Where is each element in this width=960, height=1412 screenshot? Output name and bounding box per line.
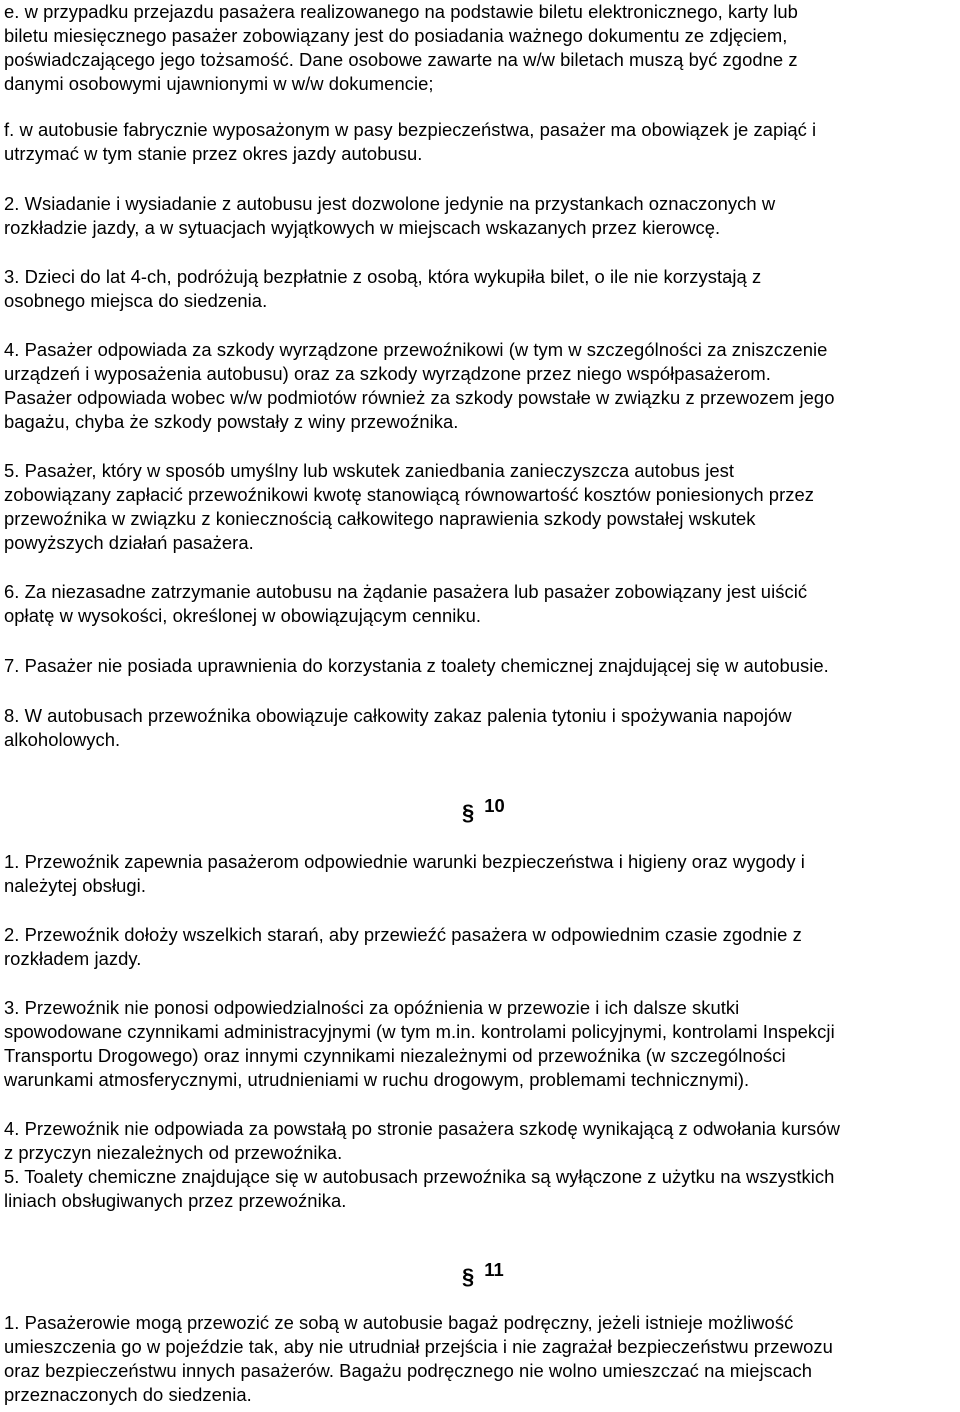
section10-paragraph-1 xyxy=(4,850,956,898)
section-heading-10 xyxy=(462,792,505,825)
paragraph-6 xyxy=(4,580,956,628)
paragraph-3 xyxy=(4,265,956,313)
text-line: e. w przypadku przejazdu pasażera realizowanego na podstawie biletu elektronicznego, karty lub xyxy=(4,1,798,22)
paragraph-4 xyxy=(4,338,956,434)
text-line: 2. Przewoźnik dołoży wszelkich starań, aby przewieźć pasażera w odpowiednim czasie zgodnie z xyxy=(4,924,802,945)
text-line: zobowiązany zapłacić przewoźnikowi kwotę stanowiącą równowartość kosztów poniesionych przez xyxy=(4,484,815,505)
text-line: 6. Za niezasadne zatrzymanie autobusu na żądanie pasażera lub pasażer zobowiązany jest uiścić xyxy=(4,581,808,602)
text-line: należytej obsługi. xyxy=(4,875,146,896)
text-line: 2. Wsiadanie i wysiadanie z autobusu jest dozwolone jedynie na przystankach oznaczonych w xyxy=(4,193,776,214)
text-line: rozkładzie jazdy, a w sytuacjach wyjątkowych w miejscach wskazanych przez kierowcę. xyxy=(4,217,721,238)
text-line: rozkładem jazdy. xyxy=(4,948,142,969)
text-line: utrzymać w tym stanie przez okres jazdy autobusu. xyxy=(4,143,423,164)
text-line: umieszczenia go w pojeździe tak, aby nie utrudniał przejścia i nie zagrażał bezpieczeństwu przewozu xyxy=(4,1336,833,1357)
text-line: poświadczającego jego tożsamość. Dane osobowe zawarte na w/w biletach muszą być zgodne z xyxy=(4,49,798,70)
text-line: 8. W autobusach przewoźnika obowiązuje całkowity zakaz palenia tytoniu i spożywania napojów xyxy=(4,705,792,726)
section10-paragraph-4 xyxy=(4,1117,956,1213)
point-f xyxy=(4,118,956,166)
text-line: 1. Pasażerowie mogą przewozić ze sobą w autobusie bagaż podręczny, jeżeli istnieje możliwość xyxy=(4,1312,794,1333)
text-line: 4. Przewoźnik nie odpowiada za powstałą po stronie pasażera szkodę wynikającą z odwołania kursów xyxy=(4,1118,840,1139)
paragraph-2 xyxy=(4,192,956,240)
text-line: z przyczyn niezależnych od przewoźnika. xyxy=(4,1142,343,1163)
text-line: f. w autobusie fabrycznie wyposażonym w pasy bezpieczeństwa, pasażer ma obowiązek je zapiąć i xyxy=(4,119,817,140)
section-heading-11 xyxy=(462,1256,504,1289)
section11-paragraph-1 xyxy=(4,1311,956,1407)
paragraph-7 xyxy=(4,654,956,678)
section-symbol: § xyxy=(462,1264,475,1289)
text-line: bagażu, chyba że szkody powstały z winy przewoźnika. xyxy=(4,411,459,432)
point-e xyxy=(4,0,956,96)
text-line: 4. Pasażer odpowiada za szkody wyrządzone przewoźnikowi (w tym w szczególności za zniszczenie xyxy=(4,339,828,360)
paragraph-8 xyxy=(4,704,956,752)
text-line: 5. Pasażer, który w sposób umyślny lub wskutek zaniedbania zanieczyszcza autobus jest xyxy=(4,460,735,481)
text-line: biletu miesięcznego pasażer zobowiązany jest do posiadania ważnego dokumentu ze zdjęciem, xyxy=(4,25,788,46)
text-line: przeznaczonych do siedzenia. xyxy=(4,1384,252,1405)
text-line: 3. Przewoźnik nie ponosi odpowiedzialności za opóźnienia w przewozie i ich dalsze skutki xyxy=(4,997,740,1018)
section10-paragraph-2 xyxy=(4,923,956,971)
paragraph-5 xyxy=(4,459,956,555)
text-line: danymi osobowymi ujawnionymi w w/w dokumencie; xyxy=(4,73,434,94)
text-line: 7. Pasażer nie posiada uprawnienia do korzystania z toalety chemicznej znajdującej się w autobusie. xyxy=(4,655,829,676)
text-line: urządzeń i wyposażenia autobusu) oraz za szkody wyrządzone przez niego współpasażerom. xyxy=(4,363,771,384)
text-line: oraz bezpieczeństwu innych pasażerów. Bagażu podręcznego nie wolno umieszczać na miejscach xyxy=(4,1360,813,1381)
text-line: liniach obsługiwanych przez przewoźnika. xyxy=(4,1190,347,1211)
text-line: przewoźnika w związku z koniecznością całkowitego naprawienia szkody powstałej wskutek xyxy=(4,508,756,529)
text-line: 1. Przewoźnik zapewnia pasażerom odpowiednie warunki bezpieczeństwa i higieny oraz wygody i xyxy=(4,851,805,872)
text-line: 3. Dzieci do lat 4-ch, podróżują bezpłatnie z osobą, która wykupiła bilet, o ile nie korzystają z xyxy=(4,266,762,287)
text-line: opłatę w wysokości, określonej w obowiązującym cenniku. xyxy=(4,605,482,626)
text-line: warunkami atmosferycznymi, utrudnieniami w ruchu drogowym, problemami technicznymi). xyxy=(4,1069,750,1090)
text-line: Transportu Drogowego) oraz innymi czynnikami niezależnymi od przewoźnika (w szczególności xyxy=(4,1045,786,1066)
section-number: 11 xyxy=(484,1259,504,1280)
text-line: Pasażer odpowiada wobec w/w podmiotów również za szkody powstałe w związku z przewozem jego xyxy=(4,387,835,408)
text-line: powyższych działań pasażera. xyxy=(4,532,254,553)
text-line: alkoholowych. xyxy=(4,729,121,750)
text-line: spowodowane czynnikami administracyjnymi (w tym m.in. kontrolami policyjnymi, kontrolami Inspekcji xyxy=(4,1021,835,1042)
section10-paragraph-3 xyxy=(4,996,956,1092)
text-line: osobnego miejsca do siedzenia. xyxy=(4,290,268,311)
section-number: 10 xyxy=(484,795,505,816)
section-symbol: § xyxy=(462,800,475,825)
text-line: 5. Toalety chemiczne znajdujące się w autobusach przewoźnika są wyłączone z użytku na wszystkich xyxy=(4,1166,835,1187)
